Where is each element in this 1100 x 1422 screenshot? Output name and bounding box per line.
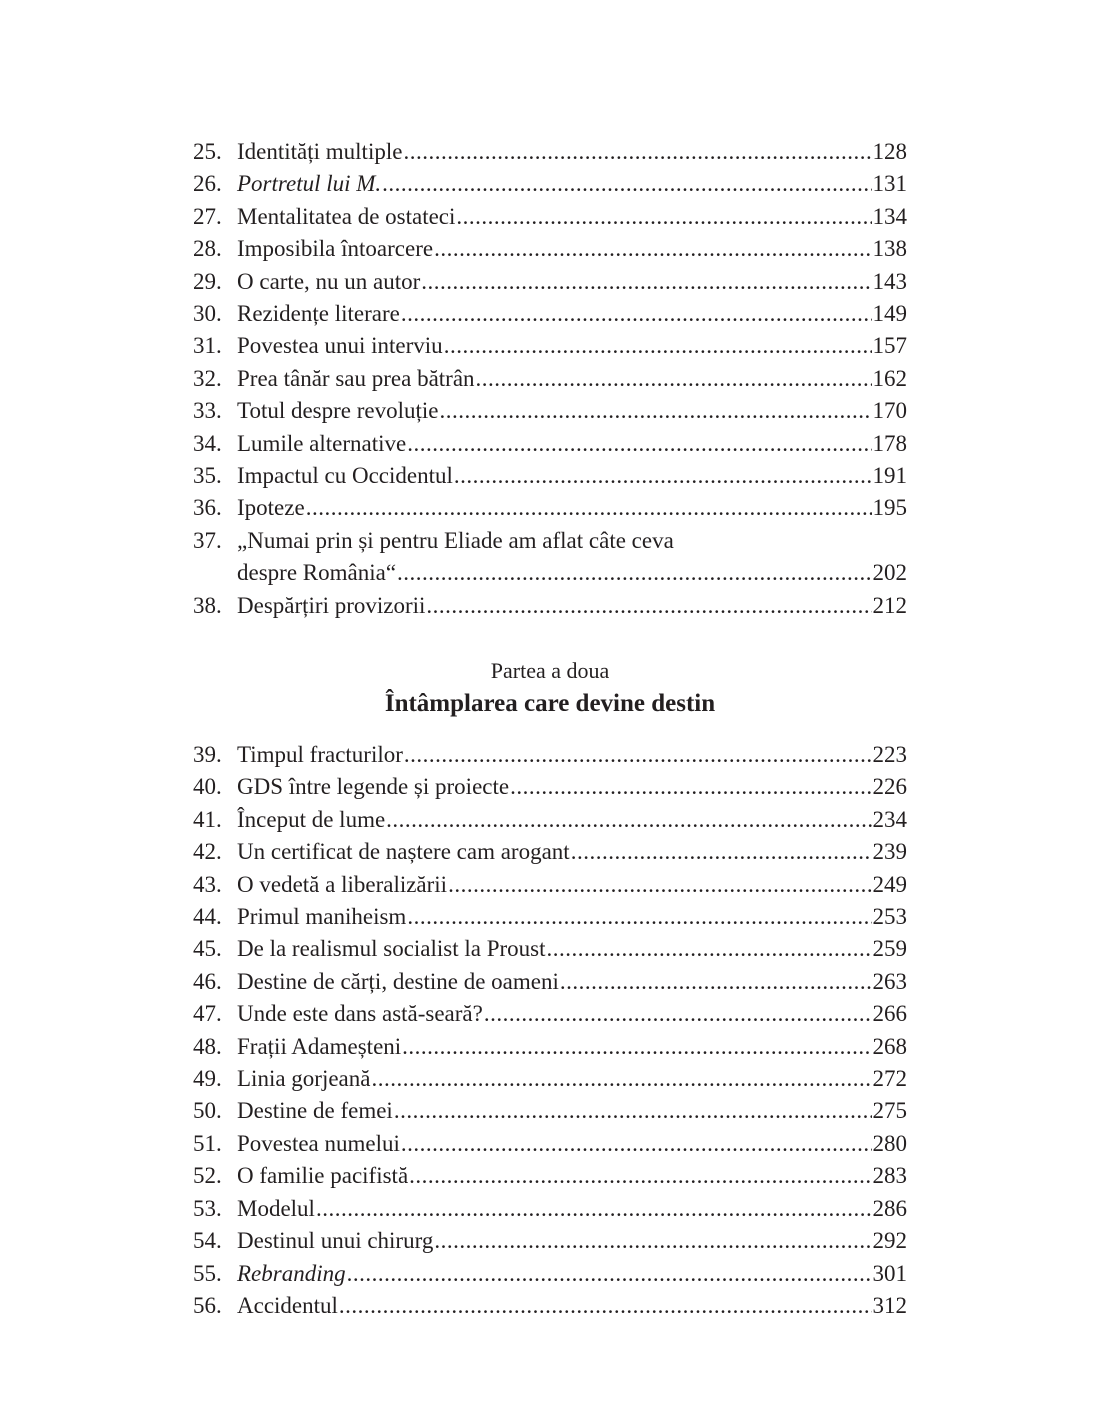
toc-entry-number: 50. [193,1098,222,1124]
toc-entry [193,836,907,868]
toc-entry-number: 26. [193,171,222,197]
toc-entry-line [237,1290,907,1322]
toc-entry-page: 195 [872,495,907,521]
dot-leader [347,1258,872,1290]
toc-entry-page: 191 [872,463,907,489]
toc-entry-line [237,1031,907,1063]
toc-entry-line [237,168,907,200]
toc-entry-line [237,804,907,836]
toc-entry [193,266,907,298]
toc-entry-body [237,869,907,901]
toc-entry-body [237,525,907,590]
toc-entry-line [237,525,907,557]
toc-entry [193,298,907,330]
toc-entry-body [237,933,907,965]
toc-entry [193,966,907,998]
toc-entry-line [237,460,907,492]
toc-entry-line [237,933,907,965]
toc-entry-page: 239 [872,839,907,865]
toc-entry [193,1031,907,1063]
toc-entry-number: 55. [193,1260,222,1286]
toc-entry [193,1193,907,1225]
toc-entry-number: 37. [193,527,222,553]
toc-entry [193,739,907,771]
toc-entry [193,136,907,168]
toc-entry-line [237,1128,907,1160]
toc-entry-body [237,233,907,265]
toc-entry [193,330,907,362]
toc-entry [193,1160,907,1192]
toc-entry-line [237,1225,907,1257]
toc-entry-title: Povestea unui interviu [237,333,443,359]
toc-entry-page: 249 [872,871,907,897]
dot-leader [454,460,872,492]
toc-entry-title: Destinul unui chirurg [237,1228,434,1254]
toc-entry-title: „Numai prin și pentru Eliade am aflat câte ceva [237,527,674,553]
dot-leader [571,836,872,868]
toc-entry-body [237,266,907,298]
toc-entry-number: 48. [193,1033,222,1059]
part-title: Întâmplarea care devine destin [384,690,716,717]
toc-entry-line [237,1063,907,1095]
toc-entry-number: 53. [193,1195,222,1221]
toc-entry-title: Linia gorjeană [237,1066,371,1092]
toc-entry-number: 44. [193,904,222,930]
toc-entry-title: Prea tânăr sau prea bătrân [237,365,475,391]
toc-entry-line [237,492,907,524]
toc-entry [193,492,907,524]
toc-entry-page: 149 [872,301,907,327]
toc-entry-page: 143 [872,268,907,294]
toc-entry-page: 212 [872,592,907,618]
toc-entry-number: 33. [193,398,222,424]
toc-entry-number: 25. [193,139,222,164]
dot-leader [440,395,872,427]
toc-entry-body [237,1160,907,1192]
toc-entry-page: 286 [872,1195,907,1221]
toc-entry-title: Identități multiple [237,139,403,164]
toc-entry-page: 253 [872,904,907,930]
toc-entry-line [237,901,907,933]
toc-entry-body [237,1128,907,1160]
toc-entry-number: 46. [193,968,222,994]
toc-entry-title: Mentalitatea de ostateci [237,203,456,229]
toc-entry-page: 131 [872,171,907,197]
toc-entry-page: 272 [872,1066,907,1092]
toc-entry-body [237,395,907,427]
toc-entry-body [237,492,907,524]
dot-leader [484,998,872,1030]
toc-entry-line [237,557,907,589]
toc-entry-line [237,363,907,395]
toc-entry-title: Primul maniheism [237,904,407,930]
toc-entry-body [237,298,907,330]
toc-entry [193,1225,907,1257]
toc-entry-number: 54. [193,1228,222,1254]
toc-entry [193,233,907,265]
toc-entry-body [237,1031,907,1063]
toc-entry-line [237,739,907,771]
toc-entry [193,804,907,836]
toc-entry-title: O carte, nu un autor [237,268,421,294]
toc-entry-line [237,428,907,460]
toc-list-part-one [193,136,907,622]
toc-entry [193,771,907,803]
toc-entry-title: Unde este dans astă-seară? [237,1001,483,1027]
toc-entry-number: 32. [193,365,222,391]
toc-entry-number: 30. [193,301,222,327]
toc-entry-number: 31. [193,333,222,359]
toc-entry-body [237,1063,907,1095]
dot-leader [547,933,872,965]
toc-entry-page: 202 [872,560,907,586]
toc-entry-page: 268 [872,1033,907,1059]
toc-entry [193,1063,907,1095]
toc-entry-page: 170 [872,398,907,424]
toc-entry-number: 49. [193,1066,222,1092]
toc-entry-number: 56. [193,1292,222,1318]
toc-entry-body [237,1193,907,1225]
toc-entry-page: 292 [872,1228,907,1254]
toc-entry-page: 162 [872,365,907,391]
toc-entry-title: Destine de femei [237,1098,393,1124]
toc-entry-number: 38. [193,592,222,618]
toc-entry-body [237,590,907,622]
toc-entry-number: 27. [193,203,222,229]
toc-entry [193,363,907,395]
toc-entry-body [237,363,907,395]
dot-leader [407,428,871,460]
toc-entry [193,1128,907,1160]
dot-leader [403,136,871,168]
toc-entry-title: Impactul cu Occidentul [237,463,453,489]
toc-entry-line [237,266,907,298]
toc-entry-page: 263 [872,968,907,994]
toc-entry-body [237,1258,907,1290]
toc-entry-page: 312 [872,1292,907,1318]
toc-entry-page: 178 [872,430,907,456]
toc-entry-title: De la realismul socialist la Proust [237,936,546,962]
toc-entry-body [237,966,907,998]
toc-entry-line [237,136,907,168]
toc-entry-line [237,395,907,427]
toc-entry-number: 41. [193,806,222,832]
toc-entry-line [237,1160,907,1192]
toc-entry [193,590,907,622]
toc-entry-title: O vedetă a liberalizării [237,871,448,897]
toc-entry-line [237,233,907,265]
toc-entry-page: 157 [872,333,907,359]
toc-entry-number: 42. [193,839,222,865]
dot-leader [560,966,872,998]
toc-entry-body [237,330,907,362]
toc-entry [193,525,907,590]
dot-leader [444,330,872,362]
toc-entry-title: Ipoteze [237,495,305,521]
toc-entry-page: 259 [872,936,907,962]
dot-leader [510,771,871,803]
toc-entry-number: 43. [193,871,222,897]
toc-entry-page: 266 [872,1001,907,1027]
dot-leader [402,1031,871,1063]
toc-entry-number: 35. [193,463,222,489]
toc-entry-line [237,869,907,901]
toc-entry-body [237,201,907,233]
dot-leader [426,590,871,622]
toc-entry-body [237,460,907,492]
toc-entry-page: 283 [872,1163,907,1189]
toc-entry-number: 45. [193,936,222,962]
toc-entry-title: Accidentul [237,1292,338,1318]
toc-entry-page: 234 [872,806,907,832]
dot-leader [394,1095,872,1127]
toc-entry [193,1290,907,1322]
toc-entry-body [237,901,907,933]
dot-leader [421,266,871,298]
toc-entry-body [237,804,907,836]
dot-leader [397,557,871,589]
toc-entry-number: 29. [193,268,222,294]
toc-entry-line [237,998,907,1030]
toc-entry-page: 128 [872,139,907,164]
toc-entry-line [237,1095,907,1127]
toc-entry-number: 34. [193,430,222,456]
dot-leader [434,1225,871,1257]
toc-entry-body [237,739,907,771]
toc-entry-body [237,998,907,1030]
dot-leader [476,363,872,395]
toc-entry-title: Povestea numelui [237,1130,400,1156]
dot-leader [386,804,871,836]
toc-entry-body [237,1225,907,1257]
toc-entry-body [237,836,907,868]
toc-list-part-two [193,739,907,1322]
toc-entry-body [237,1290,907,1322]
toc-entry-line [237,201,907,233]
toc-entry-page: 138 [872,236,907,262]
toc-entry-body [237,771,907,803]
toc-entry-title: Destine de cărți, destine de oameni [237,968,559,994]
dot-leader [448,869,871,901]
toc-entry-number: 36. [193,495,222,521]
toc-entry [193,869,907,901]
toc-entry-page: 223 [872,742,907,767]
toc-entry-page: 280 [872,1130,907,1156]
dot-leader [371,1063,871,1095]
toc-entry [193,168,907,200]
toc-entry-title: despre România“ [237,560,397,586]
toc-entry [193,933,907,965]
toc-entry-title: Frații Adameșteni [237,1033,402,1059]
toc-entry-title: Început de lume [237,806,386,832]
toc-entry-number: 51. [193,1130,222,1156]
dot-leader [401,1128,872,1160]
toc-entry-body [237,168,907,200]
toc-entry-number: 39. [193,742,222,767]
toc-entry-line [237,590,907,622]
toc-entry-title: GDS între legende și proiecte [237,774,510,800]
toc-entry-line [237,330,907,362]
toc-entry-body [237,428,907,460]
toc-entry [193,1258,907,1290]
dot-leader [407,901,871,933]
toc-entry-page: 301 [872,1260,907,1286]
dot-leader [409,1160,871,1192]
dot-leader [456,201,871,233]
toc-entry-number: 52. [193,1163,222,1189]
toc-entry-body [237,1095,907,1127]
toc-entry-number: 40. [193,774,222,800]
toc-entry [193,201,907,233]
toc-entry-title: Lumile alternative [237,430,407,456]
toc-entry-title: Imposibila întoarcere [237,236,434,262]
dot-leader [404,739,872,771]
toc-entry-title: Timpul fracturilor [237,742,403,767]
toc-entry-title: Un certificat de naștere cam arogant [237,839,570,865]
toc-entry-line [237,298,907,330]
dot-leader [434,233,871,265]
dot-leader [401,298,872,330]
part-label: Partea a doua [490,658,610,683]
toc-entry-title: Rezidențe literare [237,301,400,327]
toc-entry-line [237,771,907,803]
toc-entry [193,998,907,1030]
toc-entry-title: Portretul lui M. [237,171,382,197]
dot-leader [316,1193,872,1225]
toc-entry-line [237,1193,907,1225]
toc-entry-line [237,1258,907,1290]
toc-entry-number: 28. [193,236,222,262]
toc-entry-page: 226 [872,774,907,800]
toc-entry-title: O familie pacifistă [237,1163,409,1189]
toc-entry [193,395,907,427]
dot-leader [306,492,872,524]
toc-entry-title: Totul despre revoluție [237,398,439,424]
toc-entry-title: Rebranding [237,1260,346,1286]
dot-leader [339,1290,872,1322]
toc-entry-line [237,836,907,868]
toc-entry-page: 134 [872,203,907,229]
toc-entry-number: 47. [193,1001,222,1027]
toc-entry-body [237,136,907,168]
toc-entry [193,460,907,492]
toc-entry [193,901,907,933]
dot-leader [382,168,871,200]
toc-entry [193,1095,907,1127]
toc-entry-line [237,966,907,998]
toc-entry-title: Modelul [237,1195,315,1221]
toc-entry-title: Despărțiri provizorii [237,592,426,618]
toc-entry-page: 275 [872,1098,907,1124]
toc-entry [193,428,907,460]
